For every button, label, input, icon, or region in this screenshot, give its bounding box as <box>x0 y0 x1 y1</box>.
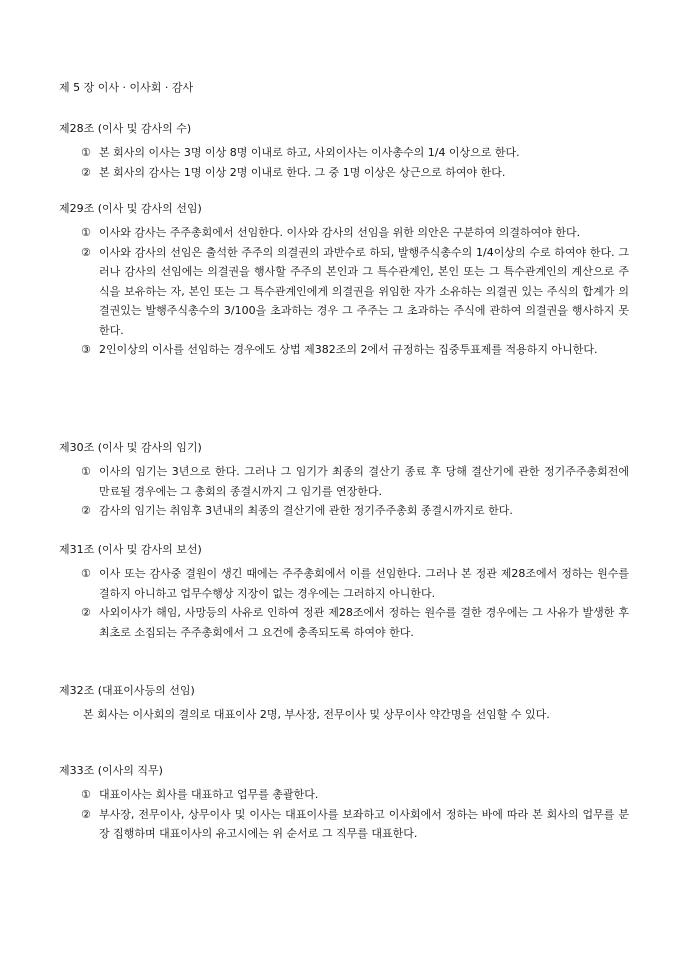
article-item <box>59 603 629 642</box>
article-28 <box>59 121 629 182</box>
item-text: 이사 또는 감사중 결원이 생긴 때에는 주주총회에서 이를 선임한다. 그러나 본 정관 제28조에서 정하는 원수를 결하지 아니하고 업무수행상 지장이 없는 경우에는 그러하지 아니한다. <box>99 567 629 600</box>
item-text: 2인이상의 이사를 선임하는 경우에도 상법 제382조의 2에서 규정하는 집중투표제를 적용하지 아니한다. <box>99 343 598 356</box>
article-title: 제28조 (이사 및 감사의 수) <box>59 122 192 135</box>
item-text: 본 회사의 이사는 3명 이상 8명 이내로 하고, 사외이사는 이사총수의 1/4 이상으로 한다. <box>99 146 520 159</box>
article-item <box>59 501 629 521</box>
article-33 <box>59 763 629 844</box>
chapter-heading: 제 5 장 이사 · 이사회 · 감사 <box>59 81 194 94</box>
article-body: 본 회사는 이사회의 결의로 대표이사 2명, 부사장, 전무이사 및 상무이사 약간명을 선임할 수 있다. <box>83 708 550 721</box>
item-text: 사외이사가 해임, 사망등의 사유로 인하여 정관 제28조에서 정하는 원수를 결한 경우에는 그 사유가 발생한 후 최초로 소집되는 주주총회에서 그 요건에 충족되도록 하여야 한다. <box>99 606 629 639</box>
article-item <box>59 805 629 844</box>
item-number: ① <box>81 788 91 801</box>
item-number: ① <box>81 465 91 478</box>
article-title: 제32조 (대표이사등의 선임) <box>59 684 195 697</box>
item-number: ② <box>81 245 91 259</box>
item-text: 이사와 감사의 선임은 출석한 주주의 의결권의 과반수로 하되, 발행주식총수의 1/4이상의 수로 하여야 한다. 그러나 감사의 선임에는 의결권을 행사할 주주의 본인과 그 특수관계인, 본인 또는 그 특수관계인의 계산으로 주식을 보유하는 자, 본인 또는 그 특수관계인에게 의결권을 위임한 자가 소유하는 의결권 있는 주식의 합계가 의결권있는 발행주식총수의 3/100을 초과하는 경우 그 주주는 그 초과하는 주식에 관하여 의결권을 행사하지 못한다. <box>99 245 629 337</box>
article-item <box>59 243 629 341</box>
item-text: 이사와 감사는 주주총회에서 선임한다. 이사와 감사의 선임을 위한 의안은 구분하여 의결하여야 한다. <box>99 226 581 239</box>
article-32 <box>59 683 629 725</box>
item-text: 이사의 임기는 3년으로 한다. 그러나 그 임기가 최종의 결산기 종료 후 당해 결산기에 관한 정기주주총회전에 만료될 경우에는 그 총회의 종결시까지 그 임기를 연장한다. <box>99 465 629 498</box>
article-title: 제30조 (이사 및 감사의 임기) <box>59 441 202 454</box>
article-item <box>59 340 629 360</box>
article-30 <box>59 440 629 521</box>
article-title: 제33조 (이사의 직무) <box>59 764 163 777</box>
item-number: ③ <box>81 343 91 356</box>
article-item <box>59 785 629 805</box>
item-number: ② <box>81 807 91 821</box>
item-text: 감사의 임기는 취임후 3년내의 최종의 결산기에 관한 정기주주총회 종결시까지로 한다. <box>99 504 513 517</box>
item-number: ② <box>81 504 91 517</box>
article-29 <box>59 201 629 360</box>
item-number: ① <box>81 226 91 239</box>
item-number: ② <box>81 606 91 619</box>
article-item <box>59 462 629 501</box>
item-text: 부사장, 전무이사, 상무이사 및 이사는 대표이사를 보좌하고 이사회에서 정하는 바에 따라 본 회사의 업무를 분장 집행하며 대표이사의 유고시에는 위 순서로 그 직무를 대표한다. <box>99 807 629 840</box>
item-number: ① <box>81 146 91 159</box>
article-31 <box>59 542 629 642</box>
article-item <box>59 143 629 163</box>
item-number: ② <box>81 165 91 179</box>
article-title: 제31조 (이사 및 감사의 보선) <box>59 543 202 556</box>
article-item <box>59 223 629 243</box>
item-text: 대표이사는 회사를 대표하고 업무를 총괄한다. <box>99 788 319 801</box>
item-text: 본 회사의 감사는 1명 이상 2명 이내로 한다. 그 중 1명 이상은 상근으로 하여야 한다. <box>99 165 506 179</box>
article-item <box>59 564 629 603</box>
article-title: 제29조 (이사 및 감사의 선임) <box>59 202 202 215</box>
item-number: ① <box>81 567 91 580</box>
article-item <box>59 163 629 183</box>
